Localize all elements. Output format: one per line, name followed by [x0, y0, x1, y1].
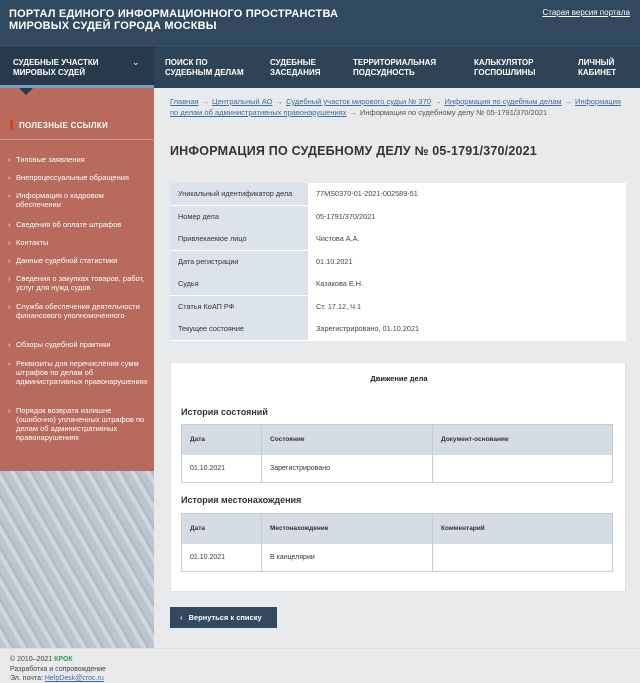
nav-personal-account[interactable] — [578, 58, 616, 78]
table-cell: 01.10.2021 — [190, 554, 226, 561]
footer-dev: Разработка и сопровождение — [10, 666, 106, 673]
breadcrumb-separator: → — [275, 97, 283, 106]
main-content — [154, 88, 640, 648]
case-info-label: Статья КоАП РФ — [170, 296, 308, 318]
case-info-row — [170, 206, 626, 229]
sidebar-link-label: › Внепроцессуальные обращения — [16, 173, 129, 182]
column-header: Документ-основание — [441, 436, 509, 443]
email-link[interactable]: HelpDesk@croc.ru — [44, 675, 104, 682]
sidebar-link-label: › Данные судебной статистики — [16, 256, 118, 265]
main-nav — [0, 45, 640, 88]
heading-marker — [10, 120, 13, 130]
case-movement-panel — [170, 362, 626, 592]
sidebar-link[interactable] — [9, 340, 149, 349]
sidebar — [0, 88, 154, 648]
nav-label: СУДЕБНЫМ ДЕЛАМ — [165, 68, 244, 77]
case-info-label: Текущее состояние — [170, 318, 308, 340]
nav-court-plots-line1: СУДЕБНЫЕ УЧАСТКИ — [13, 58, 99, 67]
nav-label: ЗАСЕДАНИЯ — [270, 68, 321, 77]
column-divider — [432, 514, 433, 572]
column-divider — [432, 425, 433, 483]
brand-link[interactable]: КРОК — [54, 656, 73, 663]
sidebar-link-label: › Обзоры судебной практики — [16, 340, 111, 349]
sidebar-link[interactable] — [9, 238, 149, 247]
nav-fee-calculator[interactable] — [474, 58, 535, 78]
breadcrumb-separator: → — [349, 108, 357, 117]
table-header — [182, 425, 612, 455]
column-header: Комментарий — [441, 525, 485, 532]
status-history-table — [181, 424, 613, 483]
case-info-label: Уникальный идентификатор дела — [170, 183, 308, 205]
site-header — [0, 0, 640, 45]
case-info-label: Привлекаемое лицо — [170, 228, 308, 250]
case-info-value: Чистова А.А. — [316, 234, 360, 243]
case-movement-title: Движение дела — [370, 374, 428, 383]
sidebar-link-label: › Информация о кадровом обеспечении — [16, 191, 104, 209]
column-header: Дата — [190, 436, 206, 443]
case-info-value: 77MS0370-01-2021-002589-51 — [316, 189, 418, 198]
nav-label: КАБИНЕТ — [578, 68, 617, 77]
nav-label: ПОИСК ПО — [165, 58, 208, 67]
case-info-row — [170, 228, 626, 251]
sidebar-link[interactable] — [9, 220, 149, 229]
sidebar-link-label: › Реквизиты для перечисления сумм штрафов по делам об административных правонарушениях — [16, 359, 148, 386]
breadcrumb-current: Информация по судебному делу № 05-1791/370/2021 — [359, 108, 548, 117]
sidebar-link[interactable] — [9, 191, 149, 209]
nav-label: ГОСПОШЛИНЫ — [474, 68, 536, 77]
column-header: Дата — [190, 525, 206, 532]
table-cell: 01.10.2021 — [190, 465, 226, 472]
table-header — [182, 514, 612, 544]
status-history-heading: История состояний — [181, 407, 268, 417]
nav-label: СУДЕБНЫЕ — [270, 58, 316, 67]
sidebar-link[interactable] — [9, 256, 149, 265]
sidebar-link[interactable] — [9, 155, 149, 164]
nav-label: ПОДСУДНОСТЬ — [353, 68, 415, 77]
nav-label: КАЛЬКУЛЯТОР — [474, 58, 534, 67]
nav-court-sessions[interactable] — [270, 58, 320, 78]
nav-court-plots[interactable] — [0, 46, 154, 89]
sidebar-link[interactable] — [9, 274, 149, 292]
breadcrumb-separator: → — [564, 97, 573, 106]
footer-copyright — [10, 656, 73, 663]
useful-links-heading-text: ПОЛЕЗНЫЕ ССЫЛКИ — [19, 121, 109, 130]
breadcrumb-info[interactable]: Информация по судебным делам — [444, 97, 562, 106]
case-info-row — [170, 183, 626, 206]
sidebar-link-label: › Сведения об оплате штрафов — [16, 220, 122, 229]
case-info-table — [170, 183, 626, 341]
breadcrumb-admin[interactable]: Информация по делам об административных правонарушениях — [170, 97, 621, 117]
case-info-label: Судья — [170, 273, 308, 295]
table-cell: Зарегистрировано — [270, 465, 330, 472]
case-info-value: 05-1791/370/2021 — [316, 211, 376, 221]
breadcrumb-district[interactable]: Центральный АО — [212, 97, 273, 106]
nav-label: ЛИЧНЫЙ — [578, 58, 615, 67]
column-divider — [261, 514, 262, 572]
page-title: ИНФОРМАЦИЯ ПО СУДЕБНОМУ ДЕЛУ № 05-1791/370/2021 — [170, 144, 537, 158]
table-cell: В канцелярии — [270, 554, 315, 561]
sidebar-link[interactable] — [9, 406, 149, 442]
breadcrumb-plot[interactable]: Судебный участок мирового судьи № 370 — [285, 97, 431, 106]
sidebar-link[interactable] — [9, 359, 149, 386]
logo-line-2: МИРОВЫХ СУДЕЙ ГОРОДА МОСКВЫ — [9, 20, 217, 32]
divider — [0, 139, 154, 140]
nav-case-search[interactable] — [165, 58, 244, 78]
old-version-link[interactable]: Старая версия портала — [542, 8, 630, 17]
sidebar-background-image — [0, 468, 154, 648]
site-footer — [0, 648, 640, 683]
portal-logo[interactable] — [9, 8, 338, 32]
sidebar-link-label: › Контакты — [16, 238, 49, 247]
case-info-row — [170, 318, 626, 341]
case-info-value: Казакова Е.Н. — [316, 279, 364, 288]
breadcrumb — [170, 96, 625, 118]
case-info-value: Зарегистрировано, 01.10.2021 — [316, 324, 420, 333]
sidebar-link[interactable] — [9, 173, 149, 182]
copyright-text: © 2010–2021 — [10, 656, 53, 663]
footer-email — [10, 675, 104, 682]
sidebar-link-label: › Служба обеспечения деятельности финансового уполномоченного — [16, 302, 140, 320]
logo-line-1: ПОРТАЛ ЕДИНОГО ИНФОРМАЦИОННОГО ПРОСТРАНСТВА — [9, 8, 339, 20]
case-info-row — [170, 273, 626, 296]
nav-jurisdiction[interactable] — [353, 58, 436, 78]
case-info-value: 01.10.2021 — [316, 256, 353, 266]
nav-label: ТЕРРИТОРИАЛЬНАЯ — [353, 58, 437, 67]
breadcrumb-separator: → — [433, 97, 442, 106]
nav-court-plots-line2: МИРОВЫХ СУДЕЙ — [13, 68, 86, 77]
location-history-heading: История местонахождения — [181, 495, 302, 505]
sidebar-link-label: › Порядок возврата излишне (ошибочно) уплаченных штрафов по делам об административных правонарушениях — [16, 406, 145, 442]
sidebar-link[interactable] — [9, 302, 149, 320]
case-info-row — [170, 251, 626, 274]
back-to-list-button[interactable] — [170, 607, 277, 628]
case-info-row — [170, 296, 626, 319]
nav-active-caret — [19, 88, 33, 95]
email-label: Эл. почта: — [10, 675, 43, 682]
case-info-value: Ст. 17.12, Ч.1 — [316, 301, 362, 311]
sidebar-link-label: › Типовые заявления — [16, 155, 85, 164]
column-header: Состояние — [270, 436, 305, 443]
breadcrumb-separator: → — [201, 97, 210, 106]
column-header: Местонахождение — [270, 525, 329, 532]
column-divider — [261, 425, 262, 483]
sidebar-link-label: › Сведения о закупках товаров, работ, услуг для нужд судов — [16, 274, 145, 292]
chevron-down-icon: ⌄ — [132, 57, 140, 67]
breadcrumb-home[interactable]: Главная — [170, 97, 199, 106]
case-info-label: Дата регистрации — [170, 251, 308, 273]
useful-links-panel — [0, 88, 154, 471]
location-history-table — [181, 513, 613, 572]
chevron-left-icon: ‹ — [180, 613, 183, 622]
useful-links-heading — [10, 120, 108, 130]
back-to-list-label: Вернуться к списку — [188, 613, 262, 622]
case-info-label: Номер дела — [170, 206, 308, 228]
